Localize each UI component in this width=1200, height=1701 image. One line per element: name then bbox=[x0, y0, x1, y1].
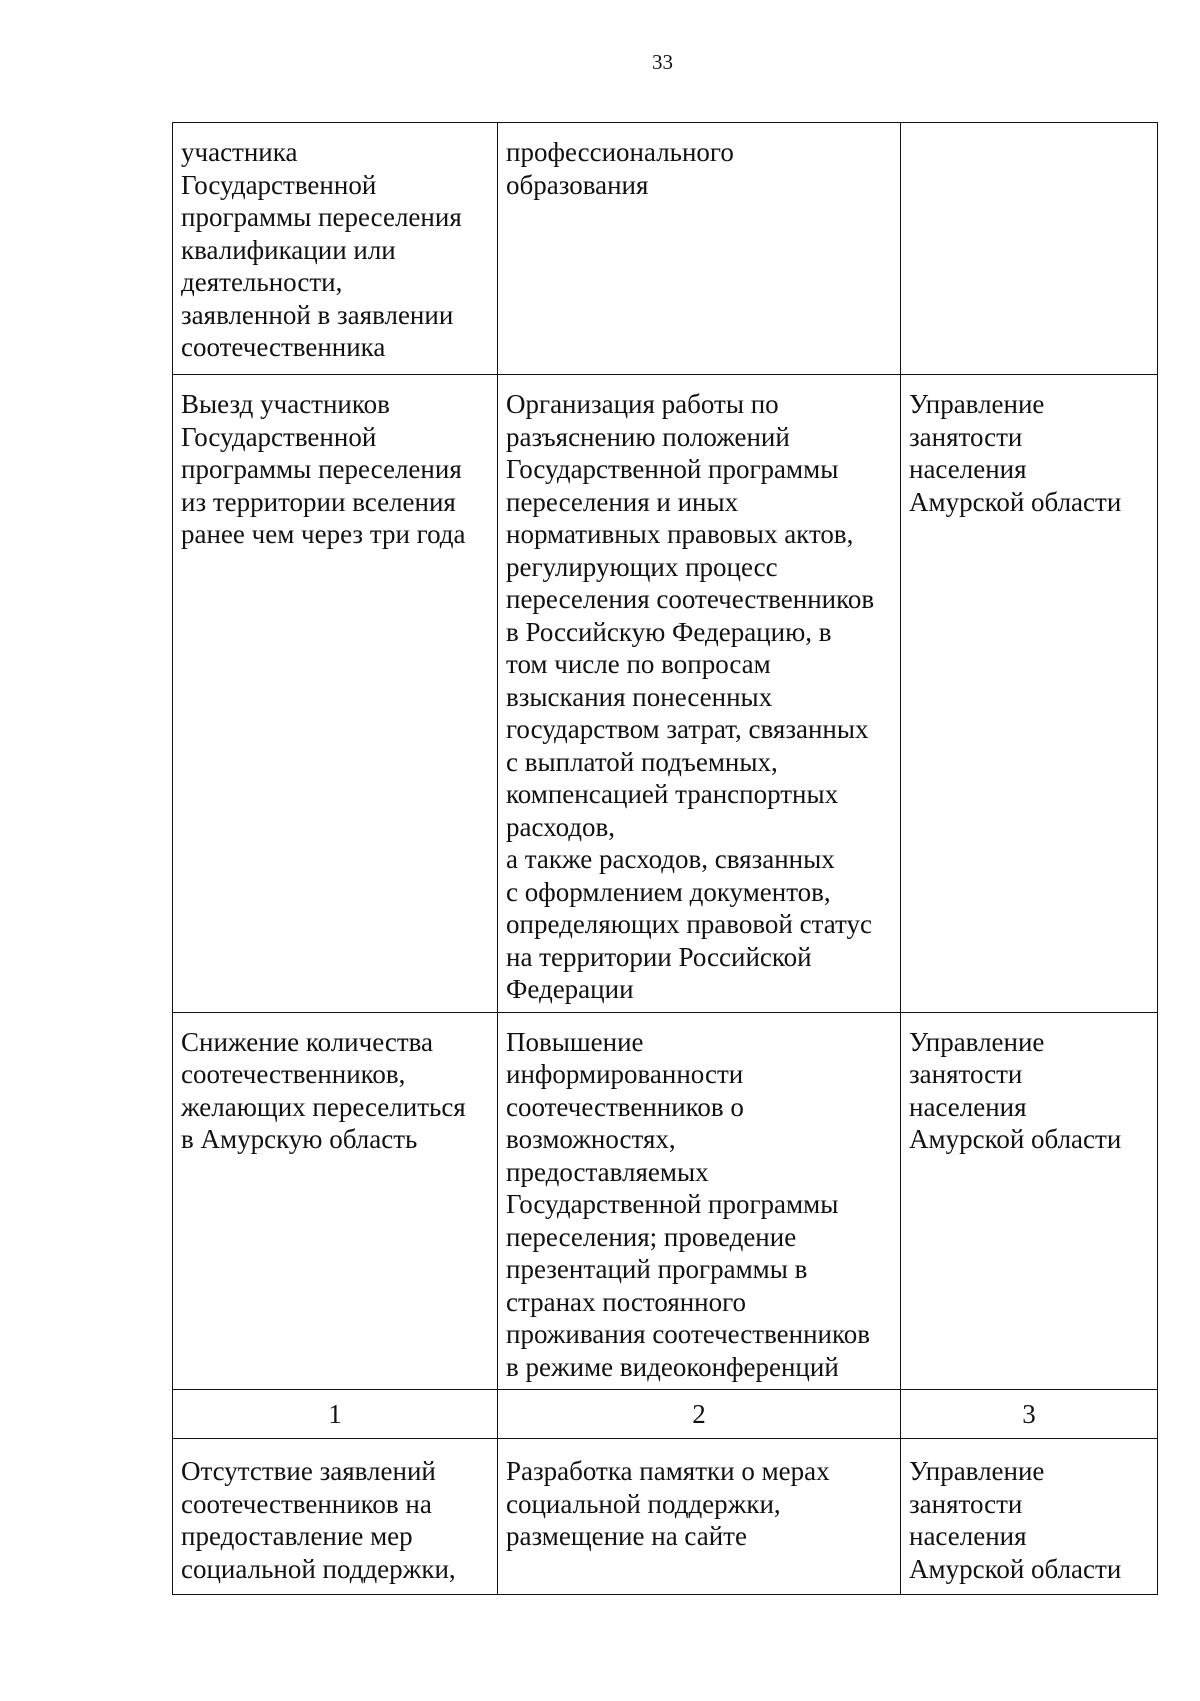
column-number: 1 bbox=[173, 1390, 498, 1439]
table-cell-measure: Разработка памятки о мерах социальной поддержки, размещение на сайте bbox=[498, 1439, 901, 1595]
column-number: 2 bbox=[498, 1390, 901, 1439]
table-cell-responsible bbox=[901, 123, 1158, 375]
table-row bbox=[173, 375, 1158, 1013]
table-cell-problem: Снижение количества соотечественников, желающих переселиться в Амурскую область bbox=[173, 1012, 498, 1390]
table-cell-responsible: Управление занятости населения Амурской области bbox=[901, 1439, 1158, 1595]
page-number: 33 bbox=[652, 50, 673, 74]
table-cell-problem: участника Государственной программы переселения квалификации или деятельности, заявленной в заявлении соотечественника bbox=[173, 123, 498, 375]
column-number: 3 bbox=[901, 1390, 1158, 1439]
document-table bbox=[172, 122, 1158, 1595]
table-cell-measure: Организация работы по разъяснению положений Государственной программы переселения и иных нормативных правовых актов, регулирующих процесс переселения соотечественников в Российскую Федерацию, в том числе по вопросам взыскания понесенных государством затрат, связанных с выплатой подъемных, компенсацией транспортных расходов, а также расходов, связанных с оформлением документов, определяющих правовой статус на территории Российской Федерации bbox=[498, 375, 901, 1013]
table-cell-problem: Выезд участников Государственной программы переселения из территории вселения ранее чем через три года bbox=[173, 375, 498, 1013]
column-number-row bbox=[173, 1390, 1158, 1439]
table-cell-measure: Повышение информированности соотечественников о возможностях, предоставляемых Государственной программы переселения; проведение презентаций программы в странах постоянного проживания соотечественников в режиме видеоконференций bbox=[498, 1012, 901, 1390]
table-cell-responsible: Управление занятости населения Амурской области bbox=[901, 375, 1158, 1013]
table-cell-responsible: Управление занятости населения Амурской области bbox=[901, 1012, 1158, 1390]
table-cell-measure: профессионального образования bbox=[498, 123, 901, 375]
table-row bbox=[173, 1012, 1158, 1390]
table-cell-problem: Отсутствие заявлений соотечественников на предоставление мер социальной поддержки, bbox=[173, 1439, 498, 1595]
table-row bbox=[173, 123, 1158, 375]
table-row bbox=[173, 1439, 1158, 1595]
